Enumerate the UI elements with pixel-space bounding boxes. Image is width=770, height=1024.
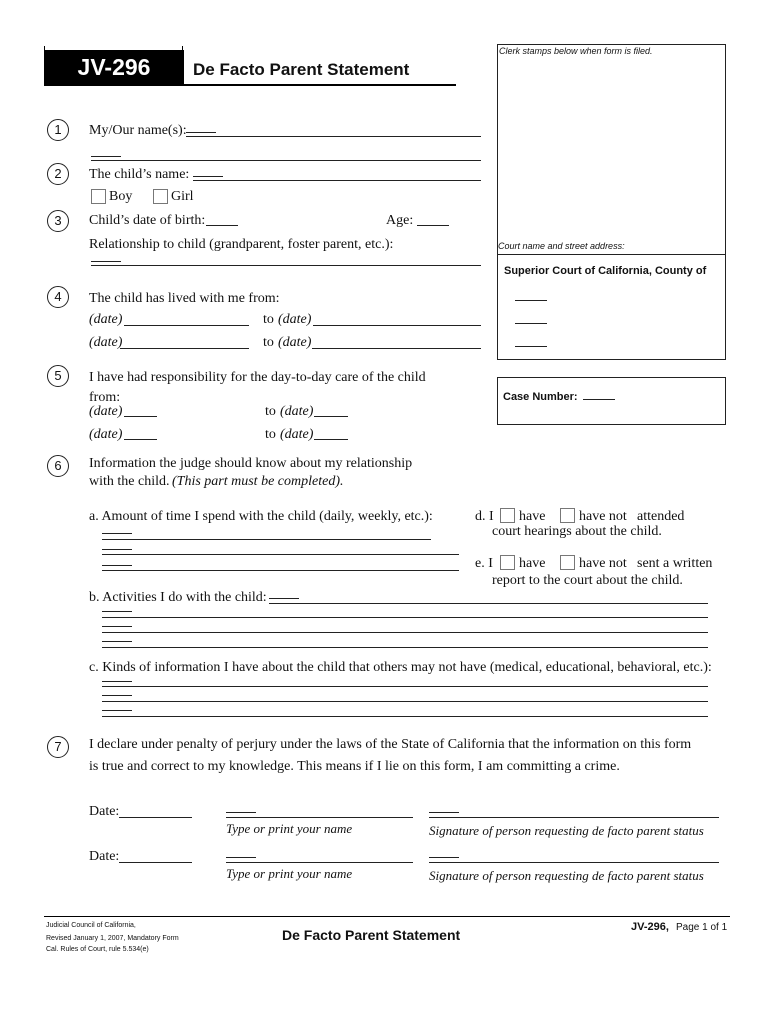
hearings-have-label: have: [519, 509, 546, 524]
names-field-start-1: [186, 132, 216, 133]
activities-field-line-1[interactable]: [269, 603, 708, 604]
activities-field-start-4: [102, 641, 132, 642]
lived-to-date-field-1[interactable]: [313, 325, 481, 326]
lived-from-date-label-1: (date): [89, 312, 123, 327]
lived-to-label-1: to: [263, 312, 274, 327]
court-name-divider: [497, 254, 726, 255]
footer-form-id: JV-296,: [631, 921, 669, 933]
lived-to-date-label-1: (date): [278, 312, 312, 327]
item-6c-label: c. Kinds of information I have about the child that others may not have (medical, educational, behavioral, etc.):: [89, 660, 712, 675]
date-field-2[interactable]: [119, 862, 192, 863]
item-6e-prefix: e. I: [475, 556, 493, 571]
names-field-start-2: [91, 156, 121, 157]
print-name-field-2[interactable]: [226, 862, 413, 863]
care-from-date-field-2[interactable]: [124, 439, 157, 440]
print-name-field-start-1: [226, 812, 256, 813]
activities-field-start-1: [269, 598, 299, 599]
lived-to-label-2: to: [263, 335, 274, 350]
item-6a-label: a. Amount of time I spend with the child (daily, weekly, etc.):: [89, 509, 433, 524]
child-name-field[interactable]: [193, 180, 481, 181]
item-4-number: 4: [47, 286, 69, 308]
court-address-line-1[interactable]: [515, 300, 547, 301]
girl-label: Girl: [171, 189, 194, 204]
court-address-line-3[interactable]: [515, 346, 547, 347]
hearings-have-not-label: have not: [579, 509, 627, 524]
report-have-label: have: [519, 556, 546, 571]
signature-field-start-1: [429, 812, 459, 813]
boy-label: Boy: [109, 189, 133, 204]
names-field-line-1[interactable]: [186, 136, 481, 137]
care-to-date-label-1: (date): [280, 404, 314, 419]
form-id-box-left-rule: [44, 46, 45, 50]
info-field-line-2[interactable]: [102, 701, 708, 702]
print-name-field-start-2: [226, 857, 256, 858]
item-3-number: 3: [47, 210, 69, 232]
item-6b-label: b. Activities I do with the child:: [89, 590, 267, 605]
report-have-not-label: have not: [579, 556, 627, 571]
signature-caption-2: Signature of person requesting de facto parent status: [429, 868, 704, 883]
dob-label: Child’s date of birth:: [89, 213, 206, 228]
item-6d-prefix: d. I: [475, 509, 494, 524]
item-6-number: 6: [47, 455, 69, 477]
report-rest-1: sent a written: [637, 556, 713, 571]
print-name-field-1[interactable]: [226, 817, 413, 818]
age-field[interactable]: [417, 225, 449, 226]
date-label-1: Date:: [89, 804, 120, 819]
date-label-2: Date:: [89, 849, 120, 864]
care-to-date-field-2[interactable]: [314, 439, 348, 440]
lived-to-date-label-2: (date): [278, 335, 312, 350]
form-id-box-right-rule: [182, 46, 183, 50]
item-1-label: My/Our name(s):: [89, 123, 187, 138]
care-from-date-field-1[interactable]: [124, 416, 157, 417]
hearings-rest-2: court hearings about the child.: [492, 524, 662, 539]
time-field-line-3[interactable]: [102, 570, 459, 571]
relationship-label: Relationship to child (grandparent, foster parent, etc.):: [89, 237, 394, 252]
item-1-number: 1: [47, 119, 69, 141]
info-field-line-3[interactable]: [102, 716, 708, 717]
form-title: De Facto Parent Statement: [193, 60, 410, 79]
relationship-field-start: [91, 261, 121, 262]
item-2-label: The child’s name:: [89, 167, 190, 182]
report-have-checkbox[interactable]: [500, 555, 515, 570]
report-rest-2: report to the court about the child.: [492, 573, 683, 588]
time-field-line-2[interactable]: [102, 554, 459, 555]
lived-from-date-field-1[interactable]: [124, 325, 249, 326]
care-from-date-label-1: (date): [89, 404, 123, 419]
hearings-have-not-checkbox[interactable]: [560, 508, 575, 523]
clerk-stamp-label: Clerk stamps below when form is filed.: [499, 46, 653, 56]
form-id: JV-296: [77, 54, 151, 80]
item-4-label: The child has lived with me from:: [89, 291, 280, 306]
signature-field-2[interactable]: [429, 862, 719, 863]
names-field-line-2[interactable]: [91, 160, 481, 161]
care-to-label-1: to: [265, 404, 276, 419]
report-have-not-checkbox[interactable]: [560, 555, 575, 570]
care-to-date-field-1[interactable]: [314, 416, 348, 417]
item-6-label-line-2b: (This part must be completed).: [172, 474, 344, 489]
footer-rule-reference: Cal. Rules of Court, rule 5.534(e): [46, 946, 149, 953]
info-field-line-1[interactable]: [102, 686, 708, 687]
activities-field-start-3: [102, 626, 132, 627]
court-name-label: Court name and street address:: [498, 241, 625, 251]
activities-field-line-2[interactable]: [102, 617, 708, 618]
declaration-line-2: is true and correct to my knowledge. This means if I lie on this form, I am committing a crime.: [89, 759, 620, 774]
item-5-label-line-1: I have had responsibility for the day-to-day care of the child: [89, 370, 426, 385]
footer-form-title: De Facto Parent Statement: [282, 927, 461, 943]
dob-field[interactable]: [206, 225, 238, 226]
court-name: Superior Court of California, County of: [504, 265, 707, 277]
boy-checkbox[interactable]: [91, 189, 106, 204]
footer-page-number: Page 1 of 1: [676, 922, 728, 933]
info-field-start-1: [102, 681, 132, 682]
info-field-start-3: [102, 710, 132, 711]
court-address-line-2[interactable]: [515, 323, 547, 324]
item-5-label-line-2: from:: [89, 390, 121, 405]
info-field-start-2: [102, 695, 132, 696]
clerk-stamp-box: [497, 44, 726, 360]
header-underline: [44, 84, 456, 86]
signature-caption-1: Signature of person requesting de facto parent status: [429, 823, 704, 838]
declaration-line-1: I declare under penalty of perjury under the laws of the State of California that the information on this form: [89, 737, 692, 752]
item-2-number: 2: [47, 163, 69, 185]
care-to-date-label-2: (date): [280, 427, 314, 442]
time-field-start-2: [102, 549, 132, 550]
time-field-line-1[interactable]: [102, 539, 431, 540]
item-7-number: 7: [47, 736, 69, 758]
time-field-start-3: [102, 565, 132, 566]
care-to-label-2: to: [265, 427, 276, 442]
girl-checkbox[interactable]: [153, 189, 168, 204]
activities-field-start-2: [102, 611, 132, 612]
footer-revision: Revised January 1, 2007, Mandatory Form: [46, 935, 179, 942]
lived-from-date-label-2: (date): [89, 335, 123, 350]
print-name-caption-2: Type or print your name: [226, 866, 353, 881]
footer-issuer: Judicial Council of California,: [46, 922, 136, 929]
lived-from-date-field-2[interactable]: [120, 348, 249, 349]
age-label: Age:: [386, 213, 414, 228]
time-field-start-1: [102, 533, 132, 534]
care-from-date-label-2: (date): [89, 427, 123, 442]
print-name-caption-1: Type or print your name: [226, 821, 353, 836]
item-5-number: 5: [47, 365, 69, 387]
case-number-label: Case Number:: [503, 391, 578, 403]
child-name-field-start: [193, 176, 223, 177]
date-field-1[interactable]: [119, 817, 192, 818]
item-6-label-line-2a: with the child.: [89, 474, 170, 489]
relationship-field[interactable]: [91, 265, 481, 266]
activities-field-line-3[interactable]: [102, 632, 708, 633]
signature-field-start-2: [429, 857, 459, 858]
activities-field-line-4[interactable]: [102, 647, 708, 648]
footer-rule: [44, 916, 730, 917]
signature-field-1[interactable]: [429, 817, 719, 818]
item-6-label-line-1: Information the judge should know about my relationship: [89, 456, 413, 471]
hearings-have-checkbox[interactable]: [500, 508, 515, 523]
hearings-rest-1: attended: [637, 509, 685, 524]
case-number-field[interactable]: [583, 399, 615, 400]
lived-to-date-field-2[interactable]: [312, 348, 481, 349]
